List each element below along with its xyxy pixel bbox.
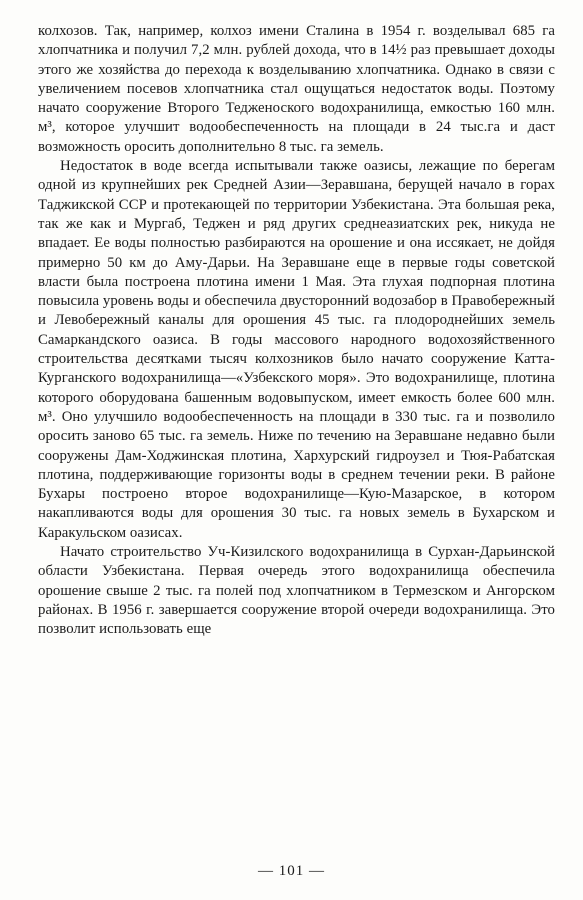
page-body-text — [38, 22, 555, 640]
page-number: — 101 — — [258, 863, 325, 879]
paragraph-continuation: колхозов. Так, например, колхоз имени Сталина в 1954 г. возделывал 685 га хлопчатника и получил 7,2 млн. рублей дохода, что в 14½ раз превышает доходы этого же хозяйства до перехода к возделыванию хлопчатника. Однако в связи с увеличением посевов хлопчатника стал ощущаться недостаток воды. Поэтому начато сооружение Второго Тедженоского водохранилища, емкостью 160 млн. м³, которое улучшит водообеспеченность на площади в 24 тыс.га и даст возможность оросить дополнительно 8 тыс. га земель. — [38, 23, 555, 155]
paragraph-zeravshan: Недостаток в воде всегда испытывали также оазисы, лежащие по берегам одной из крупнейших рек Средней Азии—Зеравшана, берущей начало в горах Таджикской ССР и протекающей по территории Узбекистана. Эта большая река, так же как и Мургаб, Теджен и ряд других среднеазиатских рек, никуда не впадает. Ее воды полностью разбираются на орошение и она иссякает, не дойдя примерно 50 км до Аму-Дарьи. На Зеравшане еще в первые годы советской власти была построена плотина имени 1 Мая. Эта глухая подпорная плотина повысила уровень воды и обеспечила двусторонний водозабор в Правобережный и Левобережный каналы для орошения 45 тыс. га плодороднейших земель Самаркандского оазиса. В годы массового народного водохозяйственного строительства десятками тысяч колхозников было начато сооружение Катта-Курганского водохранилища—«Узбекского моря». Это водохранилище, плотина которого оборудована башенным водовыпуском, имеет емкость более 600 млн. м³. Оно улучшило водообеспеченность на площади в 330 тыс. га и позволило оросить заново 65 тыс. га земель. Ниже по течению на Зеравшане недавно были сооружены Дам-Ходжинская плотина, Хархурский гидроузел и Тюя-Рабатская плотина, поддерживающие горизонты воды в среднем течении реки. В районе Бухары построено второе водохранилище—Кую-Мазарское, в котором накапливаются воды для орошения 30 тыс. га новых земель в Бухарском и Каракульском оазисах. — [38, 158, 555, 541]
paragraph-uch-kizil: Начато строительство Уч-Кизилского водохранилища в Сурхан-Дарьинской области Узбекистана. Первая очередь этого водохранилища обеспечила орошение свыше 2 тыс. га полей под хлопчатником в Термезском и Ангорском районах. В 1956 г. завершается сооружение второй очереди водохранилища. Это позволит использовать еще — [38, 544, 555, 638]
